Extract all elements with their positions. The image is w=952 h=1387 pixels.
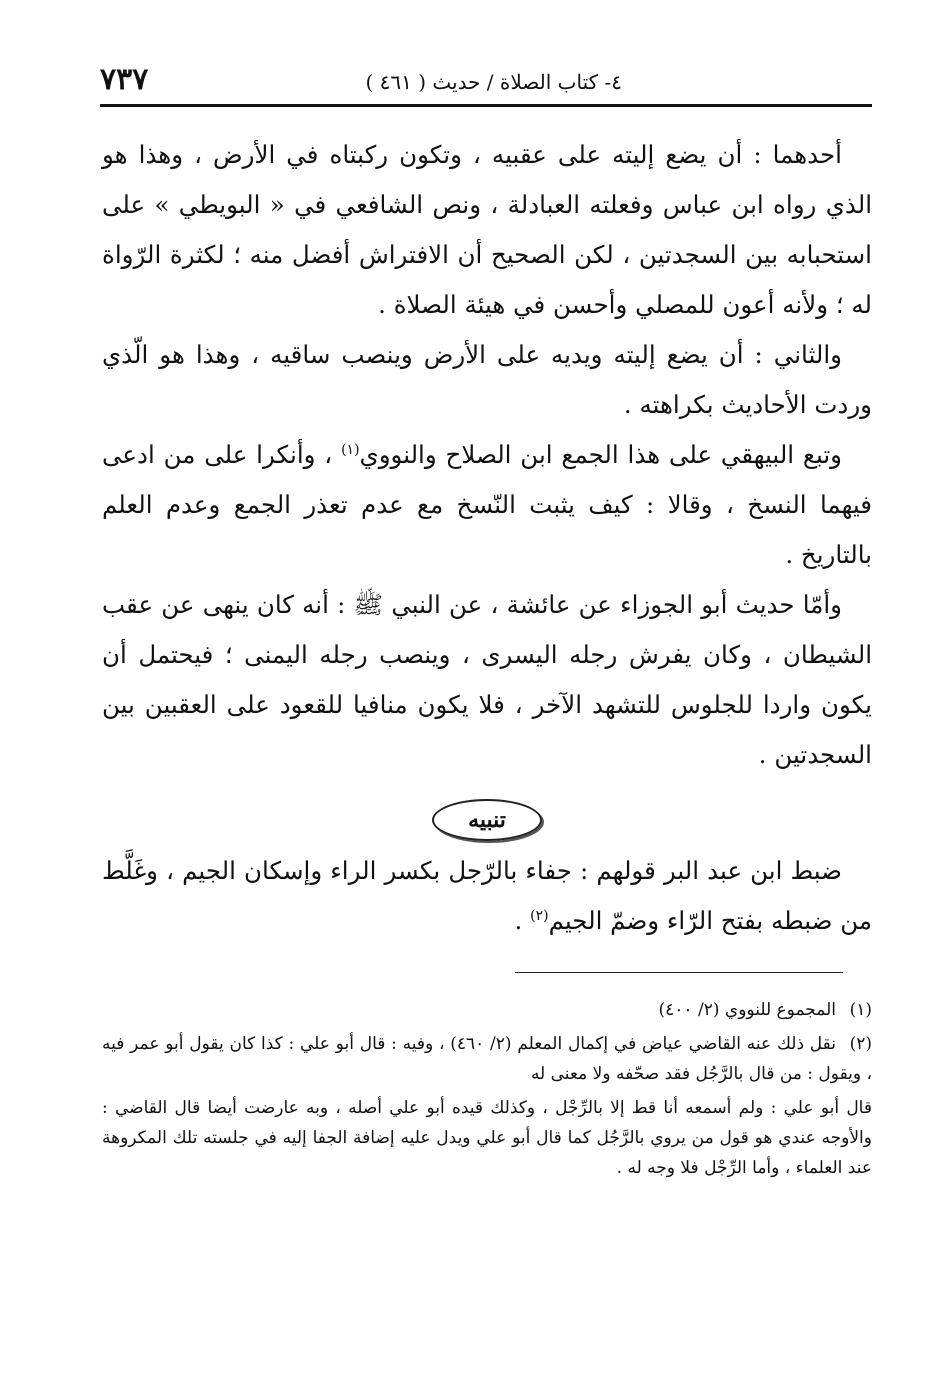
paragraph-5-text-b: . [514, 906, 531, 935]
main-text [102, 130, 872, 946]
notice-heading [102, 794, 872, 840]
footnote-2-text: نقل ذلك عنه القاضي عياض في إكمال المعلم (٢/ ٤٦٠) ، وفيه : قال أبو علي : كذا كان يقول أبو عمر فيه ، ويقول : من قال بالرَّجُل فقد صحّفه ولا معنى له [102, 1034, 872, 1084]
footnotes [102, 995, 872, 1183]
footnote-separator [515, 972, 843, 973]
notice-badge: تنبيه [432, 799, 542, 841]
page-header [100, 62, 872, 102]
footnote-2 [102, 1029, 872, 1089]
footnote-2-text-continued: قال أبو علي : ولم أسمعه أنا قط إلا بالرِّجْل ، وكذلك قيده أبو علي أصله ، وبه عارضت أيضا قال القاضي : والأوجه عندي هو قول من يروي بالرَّجُل كما قال أبو علي ويدل عليه إضافة الجفا إليه في جلسته تلك المكروهة عند العلماء ، وأما الرِّجْل فلا وجه له . [102, 1098, 872, 1178]
footnote-ref-1[interactable]: (١) [341, 441, 360, 458]
page-number: ٧٣٧ [100, 62, 149, 97]
paragraph-4: وأمّا حديث أبو الجوزاء عن عائشة ، عن النبي ﷺ : أنه كان ينهى عن عقب الشيطان ، وكان يفرش رجله اليسرى ، وينصب رجله اليمنى ؛ فيحتمل أن يكون واردا للجلوس للتشهد الآخر ، فلا يكون منافيا للقعود على العقبين بين السجدتين . [102, 590, 872, 769]
header-rule [100, 104, 872, 107]
paragraph-2: والثاني : أن يضع إليته ويديه على الأرض وينصب ساقيه ، وهذا هو الّذي وردت الأحاديث بكراهته . [102, 340, 872, 419]
footnote-1 [102, 995, 872, 1025]
paragraph-3-text-a: وتبع البيهقي على هذا الجمع ابن الصلاح والنووي [359, 440, 843, 469]
paragraph-5-text-a: ضبط ابن عبد البر قولهم : جفاء بالرّجل بكسر الراء وإسكان الجيم ، وغَلَّط من ضبطه بفتح الرّاء وضمّ الجيم [102, 856, 872, 935]
footnote-2-continuation [102, 1093, 872, 1183]
footnote-ref-2[interactable]: (٢) [530, 907, 549, 924]
paragraph-1: أحدهما : أن يضع إليته على عقبيه ، وتكون ركبتاه في الأرض ، وهذا هو الذي رواه ابن عباس وفعلته العبادلة ، ونص الشافعي في « البويطي » على استحبابه بين السجدتين ، لكن الصحيح أن الافتراش أفضل منه ؛ لكثرة الرّواة له ؛ ولأنه أعون للمصلي وأحسن في هيئة الصلاة . [102, 140, 872, 319]
paragraph-3 [102, 430, 872, 580]
footnote-1-number: (١) [849, 1000, 872, 1020]
footnote-1-text: المجموع للنووي (٢/ ٤٠٠) [658, 1000, 836, 1020]
running-head: ٤- كتاب الصلاة / حديث ( ٤٦١ ) [365, 70, 622, 94]
paragraph-3-text-b: ، وأنكرا على من ادعى فيهما النسخ ، وقالا : كيف يثبت النّسخ مع عدم تعذر الجمع وعدم العلم بالتاريخ . [102, 440, 872, 569]
footnote-2-number: (٢) [849, 1034, 872, 1054]
paragraph-5 [102, 846, 872, 946]
